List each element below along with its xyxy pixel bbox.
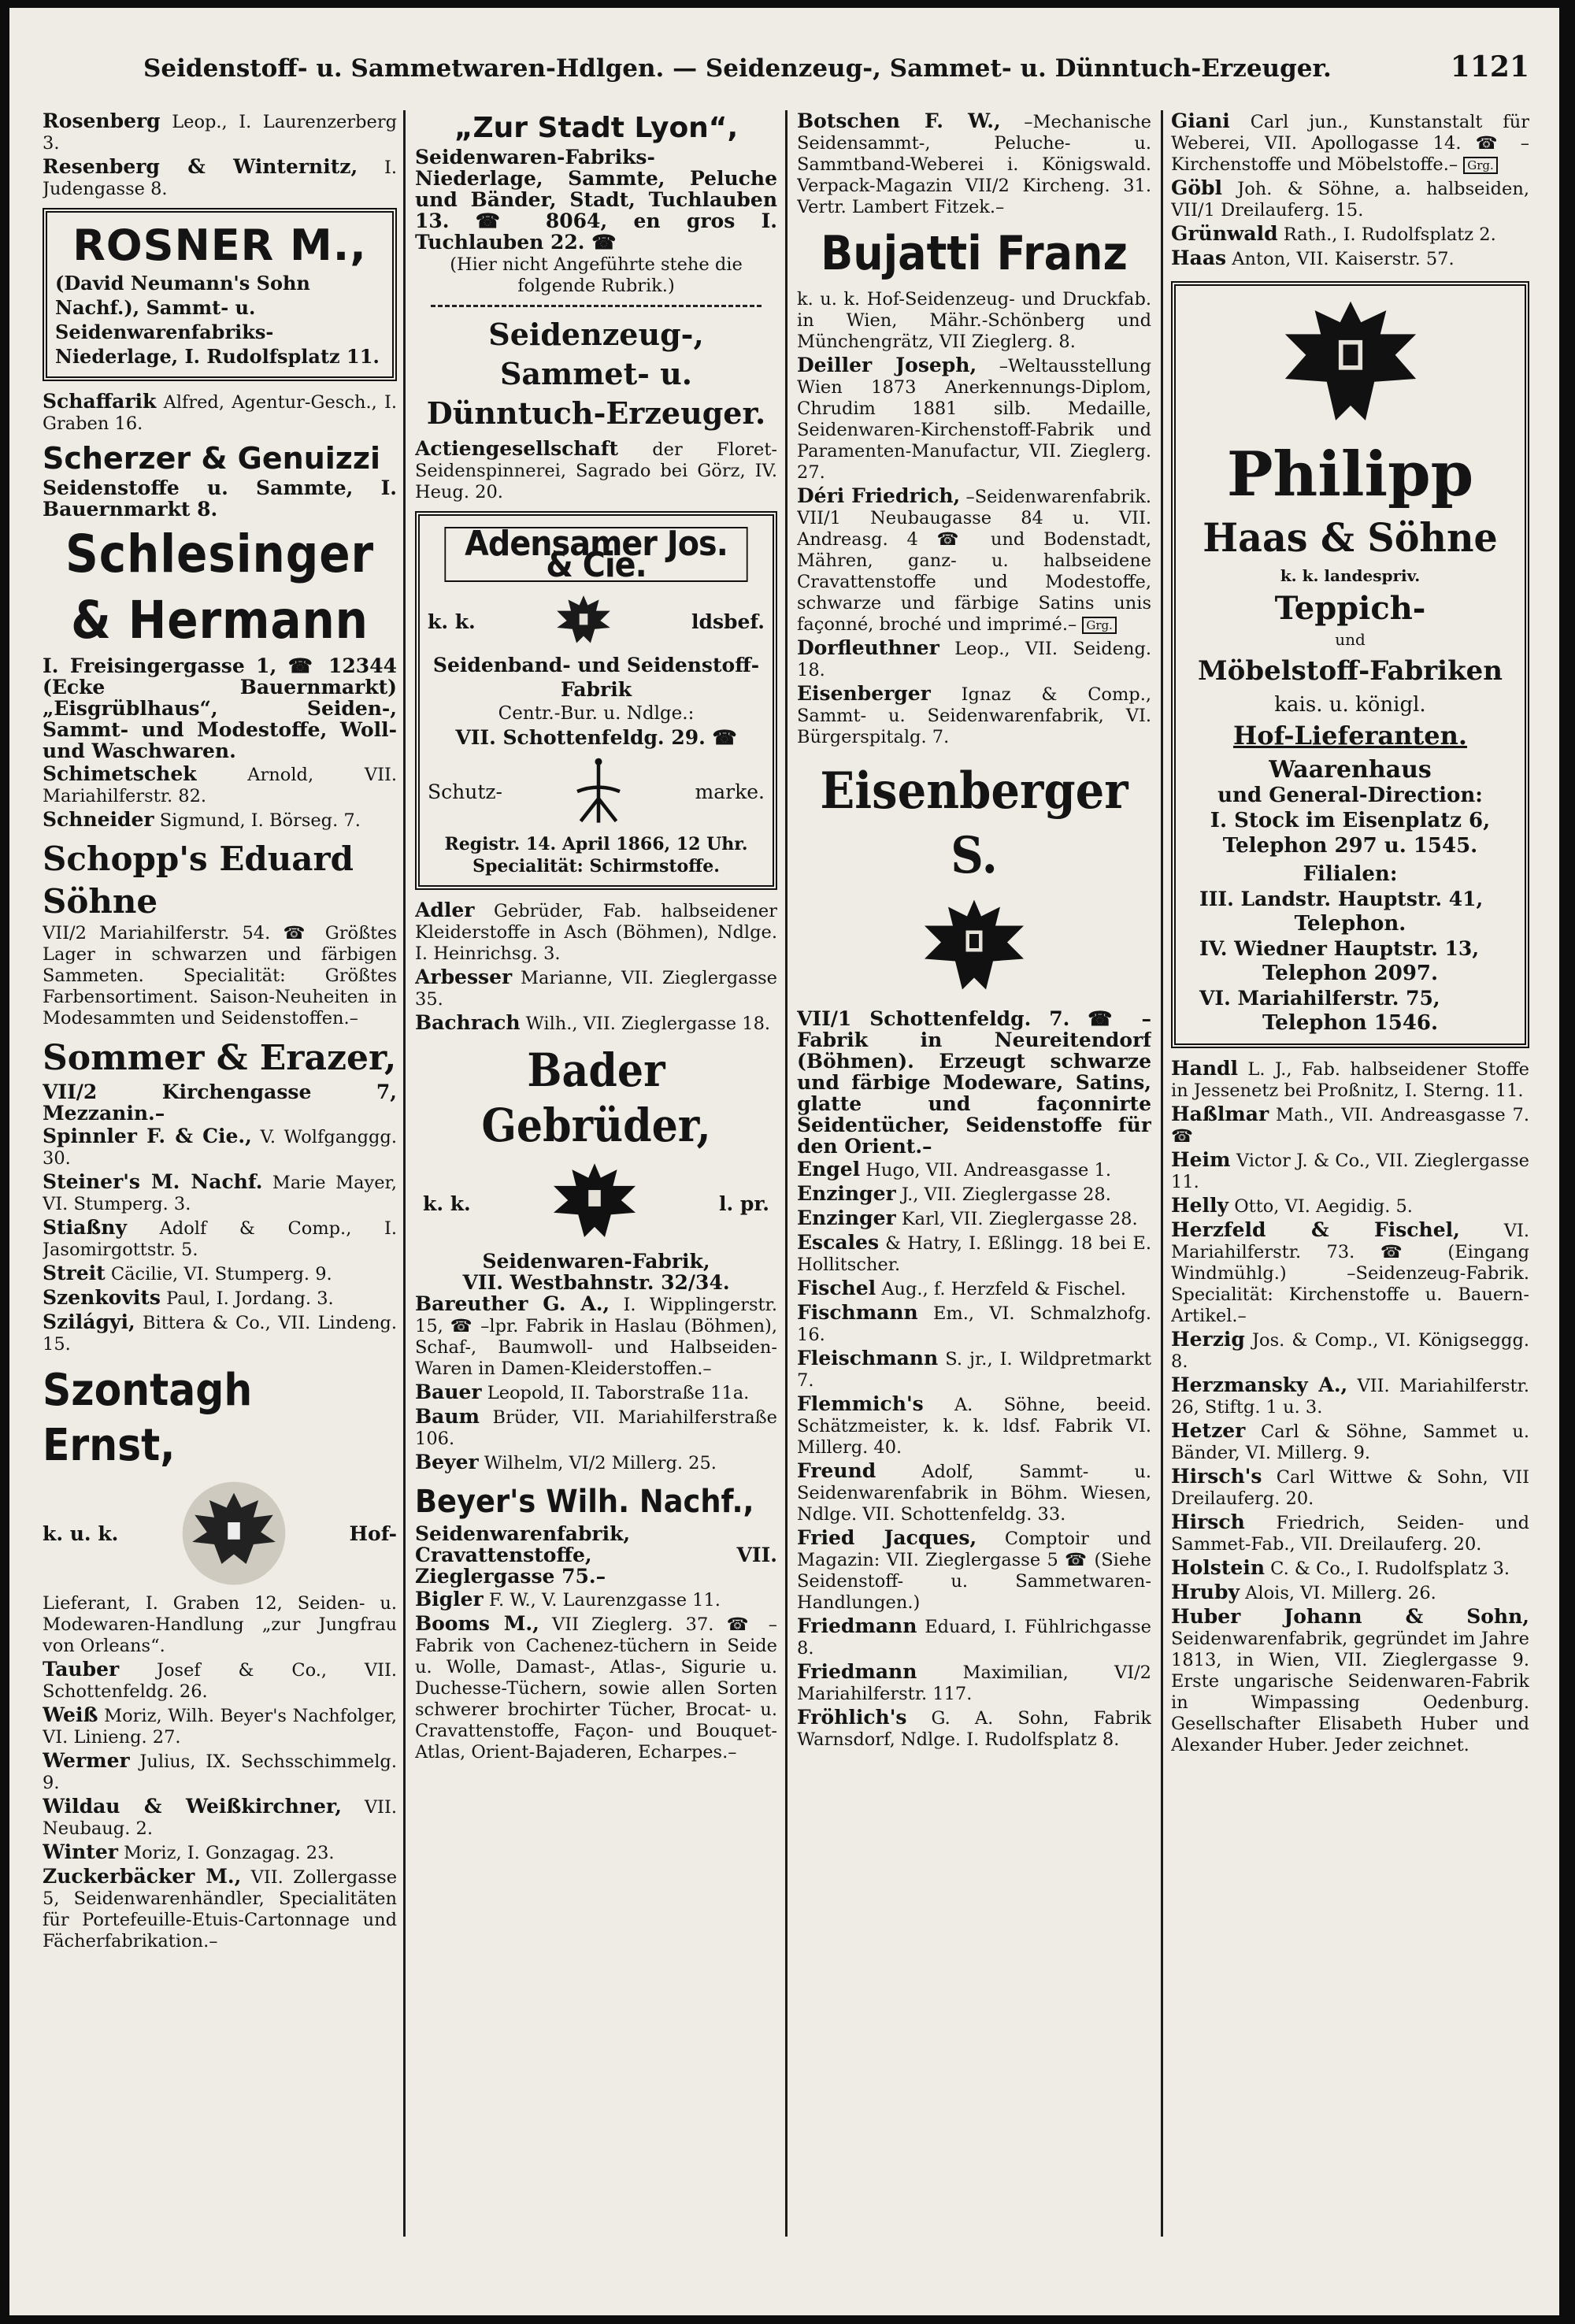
entry: Szenkovits Paul, I. Jordang. 3. <box>43 1286 334 1309</box>
adensamer-advert <box>415 511 777 890</box>
ade-text1: Seidenband- und Seidenstoff-Fabrik <box>432 654 760 701</box>
column-rule <box>1161 110 1163 2237</box>
entry: Enzinger J., VII. Zieglergasse 28. <box>797 1182 1111 1205</box>
entry: Wildau & Weißkirchner, VII. Neubaug. 2. <box>43 1795 397 1839</box>
entry: Friedmann Eduard, I. Fühlrichgasse 8. <box>797 1614 1151 1659</box>
bader-text1: Seidenwaren-Fabrik, <box>482 1250 710 1273</box>
entry: Bareuther G. A., I. Wipplingerstr. 15, ☎ –lpr. Fabrik in Haslau (Böhmen), Schaf-, Baumwoll- und Halbseiden-Waren in Damen-Kleiderstoffen.– <box>415 1292 777 1379</box>
haas-branch: IV. Wiedner Hauptstr. 13, <box>1199 937 1480 960</box>
haas-filialen: Filialen: <box>1303 862 1398 886</box>
entry: Holstein C. & Co., I. Rudolfsplatz 3. <box>1171 1556 1510 1579</box>
entry: Fried Jacques, Comptoir und Magazin: VII. Zieglergasse 5 ☎ (Siehe Seidenstoff- u. Sammetwaren-Handlungen.) <box>797 1526 1151 1613</box>
telephone-stamp: Grg. <box>1082 617 1117 634</box>
entry: Helly Otto, VI. Aegidig. 5. <box>1171 1194 1413 1217</box>
entry: Wermer Julius, IX. Sechsschimmelg. 9. <box>43 1749 397 1793</box>
entry: Bauer Leopold, II. Taborstraße 11a. <box>415 1381 750 1403</box>
double-eagle-icon <box>548 590 619 653</box>
entry: Fröhlich's G. A. Sohn, Fabrik Warnsdorf, Ndlge. I. Rudolfsplatz 8. <box>797 1706 1151 1750</box>
haas-branch: III. Landstr. Hauptstr. 41, <box>1199 888 1484 910</box>
ade-crest-row <box>428 590 765 653</box>
haas-und: und <box>1335 630 1366 649</box>
advert-title: ROSNER M., <box>72 221 367 270</box>
entry: Flemmich's A. Söhne, beeid. Schätzmeister, k. k. ldsf. Fabrik VI. Millerg. 40. <box>797 1392 1151 1458</box>
entry: Tauber Josef & Co., VII. Schottenfeldg. 26. <box>43 1658 397 1702</box>
page-number: 1121 <box>1450 50 1529 83</box>
entry: Fischmann Em., VI. Schmalzhofg. 16. <box>797 1301 1151 1345</box>
haas-kais: kais. u. königl. <box>1274 693 1426 717</box>
entry: Actiengesellschaft der Floret-Seidenspinnerei, Sagrado bei Görz, IV. Heug. 20. <box>415 437 777 502</box>
haas-branch-phone: Telephon 1546. <box>1262 1011 1439 1035</box>
entry: Schneider Sigmund, I. Börseg. 7. <box>43 808 361 831</box>
bader-title: Bader Gebrüder, <box>481 1043 711 1152</box>
haas-crest <box>1184 298 1517 432</box>
haas-addr1: I. Stock im Eisenplatz 6, <box>1210 809 1491 832</box>
haas-addr2: Telephon 297 u. 1545. <box>1222 834 1478 858</box>
haas-branch: VI. Mariahilferstr. 75, <box>1199 987 1440 1010</box>
entry: Resenberg & Winternitz, I. Judengasse 8. <box>43 155 397 199</box>
advert-text: (David Neumann's Sohn Nachf.), Sammt- u. Seidenwarenfabriks-Niederlage, I. Rudolfsplatz 11. <box>55 272 380 368</box>
entry: Hirsch Friedrich, Seiden- und Sammet-Fab., VII. Dreilauferg. 20. <box>1171 1510 1529 1555</box>
entry: Hirsch's Carl Wittwe & Sohn, VII Dreilauferg. 20. <box>1171 1465 1529 1509</box>
szontagh-title: Szontagh Ernst, <box>43 1365 253 1471</box>
scherzer-title: Scherzer & Genuizzi <box>43 441 381 476</box>
entry: Engel Hugo, VII. Andreasgasse 1. <box>797 1158 1111 1181</box>
double-eagle-icon <box>1276 298 1425 432</box>
szontagh-right: Hof- <box>349 1522 397 1545</box>
ade-right: ldsbef. <box>691 610 765 633</box>
entry: Arbesser Marianne, VII. Zieglergasse 35. <box>415 966 777 1010</box>
trademark-left: Schutz- <box>428 780 502 803</box>
entry: Herzig Jos. & Comp., VI. Königseggg. 8. <box>1171 1328 1529 1372</box>
ade-text2: Centr.-Bur. u. Ndlge.: <box>498 703 695 724</box>
entry: Herzmansky A., VII. Mariahilferstr. 26, Stiftg. 1 u. 3. <box>1171 1373 1529 1418</box>
ade-foot1: Registr. 14. April 1866, 12 Uhr. <box>444 834 748 854</box>
schlesinger-text: I. Freisingergasse 1, ☎ 12344 (Ecke Bauernmarkt) „Eisgrüblhaus“, Seiden-, Sammt- und Modestoffe, Woll- und Waschwaren. <box>43 654 397 762</box>
entry: Giani Carl jun., Kunstanstalt für Weberei, VII. Apollogasse 14. ☎ –Kirchenstoffe und Möbelstoffe.– Grg. <box>1171 110 1529 175</box>
haas-direction: und General-Direction: <box>1217 784 1483 807</box>
entry: Schaffarik Alfred, Agentur-Gesch., I. Graben 16. <box>43 390 397 434</box>
haas-advert <box>1171 281 1529 1048</box>
ade-address: VII. Schottenfeldg. 29. ☎ <box>455 726 737 749</box>
beyer-title: Beyer's Wilh. Nachf., <box>415 1484 754 1520</box>
double-eagle-icon <box>171 1478 297 1588</box>
entry: Botschen F. W., –Mechanische Seidensammt-, Peluche- u. Sammtband-Weberei i. Königswald. Verpack-Magazin VII/2 Kircheng. 31. Vertr. Lambert Fitzek.– <box>797 110 1151 217</box>
schlesinger-title: Schlesinger <box>65 524 375 584</box>
running-header <box>143 50 1529 83</box>
entry: Hetzer Carl & Söhne, Sammet u. Bänder, VI. Millerg. 9. <box>1171 1419 1529 1463</box>
entry: Hruby Alois, VI. Millerg. 26. <box>1171 1581 1436 1603</box>
schopp-title: Schopp's Eduard Söhne <box>43 840 354 921</box>
directory-page <box>9 8 1559 2315</box>
eisenberger-title: Eisenberger S. <box>820 762 1128 885</box>
column-rule <box>403 110 406 2237</box>
eisenberger-crest <box>797 893 1151 1003</box>
entry: Haßlmar Math., VII. Andreasgasse 7. ☎ <box>1171 1103 1529 1147</box>
entry: Dorfleuthner Leop., VII. Seideng. 18. <box>797 636 1151 680</box>
entry: Herzfeld & Fischel, VI. Mariahilferstr. 73. ☎ (Eingang Windmühlg.) –Seidenzeug-Fabrik. Specialität: Kirchenstoffe u. Bauern-Artikel.– <box>1171 1218 1529 1326</box>
bujatti-text: k. u. k. Hof-Seidenzeug- und Druckfab. in Wien, Mähr.-Schönberg und Münchengrätz, VII Zieglerg. 8. <box>797 289 1151 352</box>
column-rule <box>785 110 788 2237</box>
hermann-title: & Hermann <box>71 590 369 650</box>
column-1 <box>43 110 397 2284</box>
bujatti-title: Bujatti Franz <box>821 226 1128 281</box>
ade-left: k. k. <box>428 610 476 633</box>
entry: Stiaßny Adolf & Comp., I. Jasomirgottstr. 5. <box>43 1216 397 1260</box>
beyer-text: Seidenwarenfabrik, Cravattenstoffe, VII. Zieglergasse 75.– <box>415 1522 777 1588</box>
entry: Schimetschek Arnold, VII. Mariahilferstr. 82. <box>43 762 397 806</box>
bader-right: l. pr. <box>719 1192 769 1215</box>
entry: Weiß Moriz, Wilh. Beyer's Nachfolger, VI. Linieng. 27. <box>43 1703 397 1748</box>
haas-priv: k. k. landespriv. <box>1280 566 1421 585</box>
column-4 <box>1171 110 1529 2284</box>
entry: Steiner's M. Nachf. Marie Mayer, VI. Stumperg. 3. <box>43 1170 397 1214</box>
entry: Booms M., VII Zieglerg. 37. ☎ –Fabrik von Cachenez-tüchern in Seide u. Wolle, Damast-, Atlas-, Sigurie u. Duchesse-Tüchern, sowie allen Sorten schwerer brochirter Tücher, Brocat- u. Cravattenstoffe, Façon- und Bouquet-Atlas, Orient-Bajaderen, Echarpes.– <box>415 1612 777 1762</box>
entry: Beyer Wilhelm, VI/2 Millerg. 25. <box>415 1451 717 1473</box>
haas-waarenhaus: Waarenhaus <box>1269 756 1432 784</box>
column-3 <box>797 110 1151 2284</box>
entry: Grünwald Rath., I. Rudolfsplatz 2. <box>1171 222 1496 245</box>
haas-moebel: Möbelstoff-Fabriken <box>1198 655 1503 687</box>
eisenberger-text: VII/1 Schottenfeldg. 7. ☎ –Fabrik in Neureitendorf (Böhmen). Erzeugt schwarze und färbige Modeware, Satins, glatte und façonnirte Seidentücher, Seidenstoffe für den Orient.– <box>797 1007 1151 1158</box>
entry: Friedmann Maximilian, VI/2 Mariahilferstr. 117. <box>797 1660 1151 1704</box>
haas-branch-phone: Telephon. <box>1294 912 1406 936</box>
entry: Baum Brüder, VII. Mariahilferstraße 106. <box>415 1405 777 1449</box>
sommer-text: VII/2 Kirchengasse 7, Mezzanin.– <box>43 1080 397 1125</box>
entry: Bachrach Wilh., VII. Zieglergasse 18. <box>415 1011 771 1034</box>
bader-left: k. k. <box>423 1192 471 1215</box>
entry: Déri Friedrich, –Seidenwarenfabrik. VII/1 Neubaugasse 84 u. VII. Andreasg. 4 ☎ und Bodenstadt, Mähren, ganz- u. halbseidene Cravattenstoffe und Modestoffe, schwarze und färbige Satins unis façonné, broché und imprimé.– Grg. <box>797 484 1151 635</box>
entry: Haas Anton, VII. Kaiserstr. 57. <box>1171 246 1455 269</box>
scherzer-text: Seidenstoffe u. Sammte, I. Bauernmarkt 8. <box>43 476 397 521</box>
entry: Zuckerbäcker M., VII. Zollergasse 5, Seidenwarenhändler, Specialitäten für Portefeuille-Etuis-Cartonnage und Fächerfabrikation.– <box>43 1865 397 1951</box>
haas-branch-phone: Telephon 2097. <box>1262 962 1439 985</box>
lyon-note: (Hier nicht Angeführte stehe die folgende Rubrik.) <box>450 254 743 296</box>
entry: Streit Cäcilie, VI. Stumperg. 9. <box>43 1262 332 1284</box>
entry: Rosenberg Leop., I. Laurenzerberg 3. <box>43 110 397 154</box>
rosner-advert <box>43 208 397 381</box>
haas-hof: Hof-Lieferanten. <box>1232 721 1468 751</box>
lyon-title: „Zur Stadt Lyon“, <box>454 112 739 144</box>
entry: Freund Adolf, Sammt- u. Seidenwarenfabrik in Böhm. Wiesen, Ndlge. VII. Schottenfeldg. 33. <box>797 1459 1151 1525</box>
double-eagle-icon <box>915 893 1033 1003</box>
entry: Fischel Aug., f. Herzfeld & Fischel. <box>797 1277 1126 1299</box>
szontagh-left: k. u. k. <box>43 1522 119 1545</box>
haas-name2: Haas & Söhne <box>1203 514 1498 561</box>
entry: Heim Victor J. & Co., VII. Zieglergasse 11. <box>1171 1148 1529 1192</box>
ade-trademark-row <box>428 756 765 827</box>
header-title: Seidenstoff- u. Sammetwaren-Hdlgen. — Seidenzeug-, Sammet- u. Dünntuch-Erzeuger. <box>143 54 1332 83</box>
entry: Eisenberger Ignaz & Comp., Sammt- u. Seidenwarenfabrik, VI. Bürgerspitalg. 7. <box>797 682 1151 747</box>
entry: Bigler F. W., V. Laurenzgasse 11. <box>415 1588 721 1610</box>
entry: Handl L. J., Fab. halbseidener Stoffe in Jessenetz bei Proßnitz, I. Sterng. 11. <box>1171 1057 1529 1101</box>
bader-crest-row <box>415 1156 777 1251</box>
ade-foot2: Specialität: Schirmstoffe. <box>472 856 720 877</box>
entry: Escales & Hatry, I. Eßlingg. 18 bei E. Hollitscher. <box>797 1231 1151 1275</box>
trademark-icon <box>563 756 634 827</box>
sommer-title: Sommer & Erazer, <box>43 1038 397 1078</box>
bader-text2: VII. Westbahnstr. 32/34. <box>462 1271 730 1294</box>
entry: Göbl Joh. & Söhne, a. halbseiden, VII/1 Dreilauferg. 15. <box>1171 176 1529 221</box>
trademark-right: marke. <box>695 780 765 803</box>
column-2 <box>415 110 777 2284</box>
advert-title: Adensamer Jos. & Cie. <box>444 527 747 582</box>
entry: Enzinger Karl, VII. Zieglergasse 28. <box>797 1206 1138 1229</box>
entry: Adler Gebrüder, Fab. halbseidener Kleiderstoffe in Asch (Böhmen), Ndlge. I. Heinrichsg. 3. <box>415 899 777 964</box>
schopp-text: VII/2 Mariahilferstr. 54. ☎ Größtes Lager in schwarzen und färbigen Sammeten. Specialität: Größtes Farbensortiment. Saison-Neuheiten in Modesammten und Seidenstoffen.– <box>43 923 397 1029</box>
entry: Deiller Joseph, –Weltausstellung Wien 1873 Anerkennungs-Diplom, Chrudim 1881 silb. Medaille, Seidenwaren-Kirchenstoff-Fabrik und Paramenten-Manufactur, VII. Zieglerg. 27. <box>797 354 1151 483</box>
szontagh-crest-row <box>43 1473 397 1593</box>
double-eagle-icon <box>543 1156 646 1251</box>
entry: Huber Johann & Sohn, Seidenwarenfabrik, gegründet im Jahre 1813, in Wien, VII. Zieglergasse 9. Erste ungarische Seidenwaren-Fabrik in Wimpassing Oedenburg. Gesellschafter Elisabeth Huber und Alexander Huber. Jeder zeichnet. <box>1171 1605 1529 1755</box>
haas-name1: Philipp <box>1226 439 1474 510</box>
lyon-text: Seidenwaren-Fabriks-Niederlage, Sammte, Peluche und Bänder, Stadt, Tuchlauben 13. ☎ 8064, en gros I. Tuchlauben 22. ☎ <box>415 146 777 254</box>
telephone-stamp: Grg. <box>1463 157 1498 174</box>
entry: Szilágyi, Bittera & Co., VII. Lindeng. 15. <box>43 1310 397 1355</box>
entry: Fleischmann S. jr., I. Wildpretmarkt 7. <box>797 1347 1151 1391</box>
divider <box>431 305 762 307</box>
entry: Winter Moriz, I. Gonzagag. 23. <box>43 1840 335 1863</box>
entry: Spinnler F. & Cie., V. Wolfganggg. 30. <box>43 1125 397 1169</box>
section-heading: Seidenzeug-, Sammet- u. Dünntuch-Erzeuger. <box>426 317 766 431</box>
haas-teppich: Teppich- <box>1274 590 1426 627</box>
szontagh-text: Lieferant, I. Graben 12, Seiden- u. Modewaren-Handlung „zur Jungfrau von Orleans“. <box>43 1593 397 1656</box>
